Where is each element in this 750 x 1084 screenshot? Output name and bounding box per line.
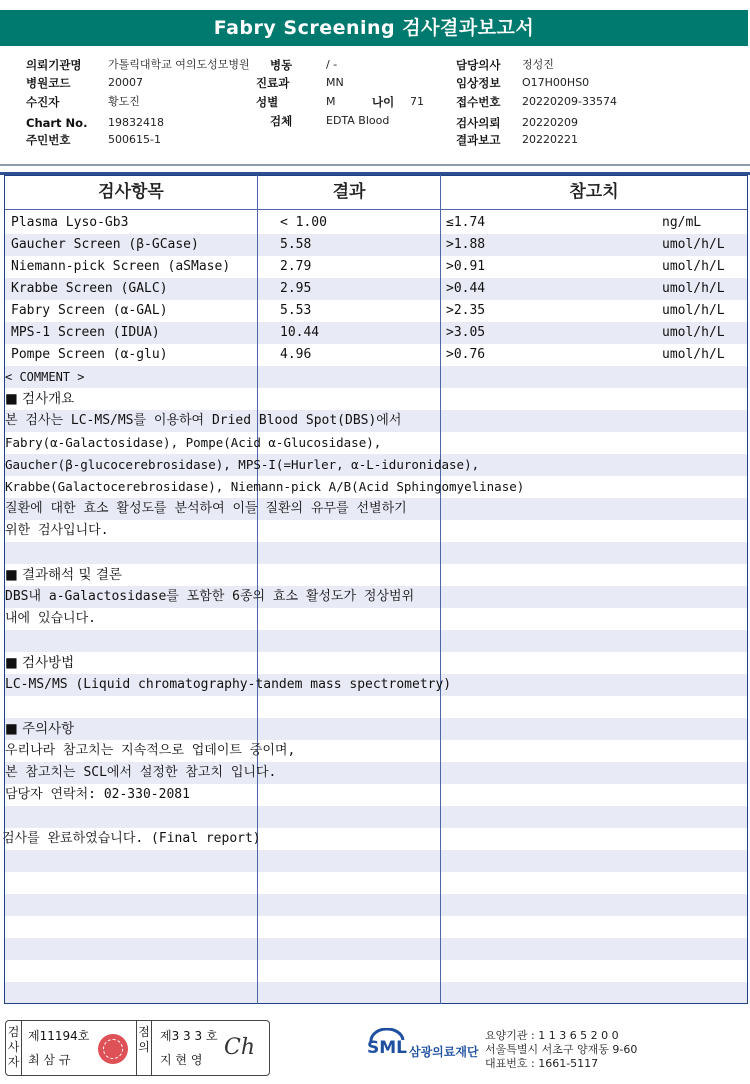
header-divider-thin [0, 164, 750, 166]
row-reference: >0.44 [446, 281, 486, 296]
comment-line: Gaucher(β-glucocerebrosidase), MPS-I(=Hurler, α-L-iduronidase), [5, 457, 480, 472]
comment-line: 질환에 대한 효소 활성도를 분석하여 이들 질환의 유무를 선별하기 [5, 501, 407, 516]
report-date-value: 20220221 [522, 133, 578, 146]
report-date-label: 결과보고 [456, 133, 501, 147]
row-reference: >0.76 [446, 347, 486, 362]
comment-line: 본 참고치는 SCL에서 설정한 참고치 입니다. [5, 765, 277, 780]
row-reference: >0.91 [446, 259, 486, 274]
comment-line: 본 검사는 LC-MS/MS를 이용하여 Dried Blood Spot(DBS)에서 [5, 413, 402, 428]
age-value: 71 [410, 95, 424, 108]
examiner-license: 제11194호 [28, 1029, 90, 1043]
hospcode-value: 20007 [108, 76, 143, 89]
comment-line: LC-MS/MS (Liquid chromatography-tandem mass spectrometry) [5, 677, 452, 692]
dept-label: 진료과 [256, 76, 290, 90]
row-result: 10.44 [280, 325, 320, 340]
signature-box [5, 1020, 270, 1076]
column-header-item: 검사항목 [98, 182, 164, 202]
chart-value: 19832418 [108, 116, 164, 129]
sex-label: 성별 [256, 95, 279, 109]
section-heading-caution: ■ 주의사항 [5, 721, 75, 737]
specimen-label: 검체 [270, 114, 293, 128]
chart-label: Chart No. [26, 116, 88, 130]
reviewer-label-text: 점의 [138, 1025, 150, 1054]
row-item: Krabbe Screen (GALC) [11, 281, 168, 296]
ward-label: 병동 [270, 58, 293, 72]
org-code: 요양기관 : 1 1 3 6 5 2 0 0 [485, 1029, 619, 1042]
row-item: Niemann-pick Screen (aSMase) [11, 259, 231, 274]
column-divider [440, 175, 441, 1004]
final-report-line: 검사를 완료하였습니다. (Final report) [2, 831, 261, 846]
examiner-name: 최 삼 규 [28, 1053, 71, 1067]
org-info [485, 1029, 637, 1071]
column-header-reference: 참고치 [569, 182, 619, 202]
comment-line: 위한 검사입니다. [5, 523, 109, 538]
comment-line: DBS내 a-Galactosidase를 포함한 6종의 효소 활성도가 정상범위 [5, 589, 415, 604]
patient-label: 수진자 [26, 95, 60, 109]
receipt-label: 접수번호 [456, 95, 501, 109]
institution-label: 의뢰기관명 [26, 58, 82, 72]
receipt-value: 20220209-33574 [522, 95, 617, 108]
patient-value: 황도진 [108, 95, 140, 108]
org-address: 서울특별시 서초구 양재동 9-60 [485, 1043, 638, 1056]
row-reference: >2.35 [446, 303, 486, 318]
ward-value: / - [326, 58, 338, 71]
row-unit: umol/h/L [662, 281, 725, 296]
section-heading-method: ■ 검사방법 [5, 655, 75, 671]
rrn-label: 주민번호 [26, 133, 71, 147]
row-result: 2.95 [280, 281, 312, 296]
sml-logo [367, 1028, 479, 1068]
org-name: 삼광의료재단 [409, 1045, 479, 1059]
row-reference: >3.05 [446, 325, 486, 340]
report-title: Fabry Screening 검사결과보고서 [0, 10, 748, 46]
row-result: < 1.00 [280, 215, 327, 230]
request-value: 20220209 [522, 116, 578, 129]
comment-line: 우리나라 참고치는 지속적으로 업데이트 중이며, [5, 743, 296, 758]
dept-value: MN [326, 76, 344, 89]
clinical-value: O17H00HS0 [522, 76, 590, 89]
row-unit: umol/h/L [662, 303, 725, 318]
clinical-label: 임상정보 [456, 76, 501, 90]
org-phone: 대표번호 : 1661-5117 [485, 1057, 599, 1070]
row-result: 5.53 [280, 303, 312, 318]
row-item: Pompe Screen (α-glu) [11, 347, 168, 362]
row-item: Gaucher Screen (β-GCase) [11, 237, 199, 252]
request-label: 검사의뢰 [456, 116, 501, 130]
comment-line: Krabbe(Galactocerebrosidase), Niemann-pick A/B(Acid Sphingomyelinase) [5, 479, 525, 494]
seal-stamp [98, 1034, 128, 1064]
logo-text: SML [367, 1038, 407, 1058]
section-heading-overview: ■ 검사개요 [5, 391, 75, 407]
row-item: MPS-1 Screen (IDUA) [11, 325, 160, 340]
section-heading-interpretation: ■ 결과해석 및 결론 [5, 567, 122, 583]
reviewer-license: 제3 3 3 호 [160, 1029, 218, 1043]
specimen-value: EDTA Blood [326, 114, 390, 127]
column-header-result: 결과 [332, 182, 366, 202]
row-result: 5.58 [280, 237, 312, 252]
row-item: Plasma Lyso-Gb3 [11, 215, 129, 230]
hospcode-label: 병원코드 [26, 76, 71, 90]
examiner-label-text: 검사자 [7, 1025, 20, 1069]
row-reference: >1.88 [446, 237, 486, 252]
row-unit: umol/h/L [662, 237, 725, 252]
signature: Ch [224, 1035, 256, 1060]
row-unit: umol/h/L [662, 259, 725, 274]
comment-line: 내에 있습니다. [5, 611, 97, 626]
institution-value: 가톨릭대학교 여의도성모병원 [108, 58, 250, 71]
doctor-label: 담당의사 [456, 58, 501, 72]
rrn-value: 500615-1 [108, 133, 161, 146]
comment-line: 담당자 연락처: 02-330-2081 [5, 787, 190, 802]
age-label: 나이 [372, 95, 395, 109]
row-unit: ng/mL [662, 215, 702, 230]
doctor-value: 정성진 [522, 58, 554, 71]
patient-info-header [0, 55, 750, 155]
reviewer-label [136, 1021, 152, 1075]
row-unit: umol/h/L [662, 325, 725, 340]
examiner-label [6, 1021, 22, 1075]
row-result: 4.96 [280, 347, 312, 362]
comment-header: < COMMENT > [5, 370, 85, 384]
row-result: 2.79 [280, 259, 312, 274]
comment-line: Fabry(α-Galactosidase), Pompe(Acid α-Glucosidase), [5, 435, 382, 450]
row-reference: ≤1.74 [446, 215, 486, 230]
table-header-divider [5, 209, 747, 210]
row-unit: umol/h/L [662, 347, 725, 362]
sex-value: M [326, 95, 336, 108]
reviewer-name: 지 현 영 [160, 1053, 203, 1067]
row-item: Fabry Screen (α-GAL) [11, 303, 168, 318]
